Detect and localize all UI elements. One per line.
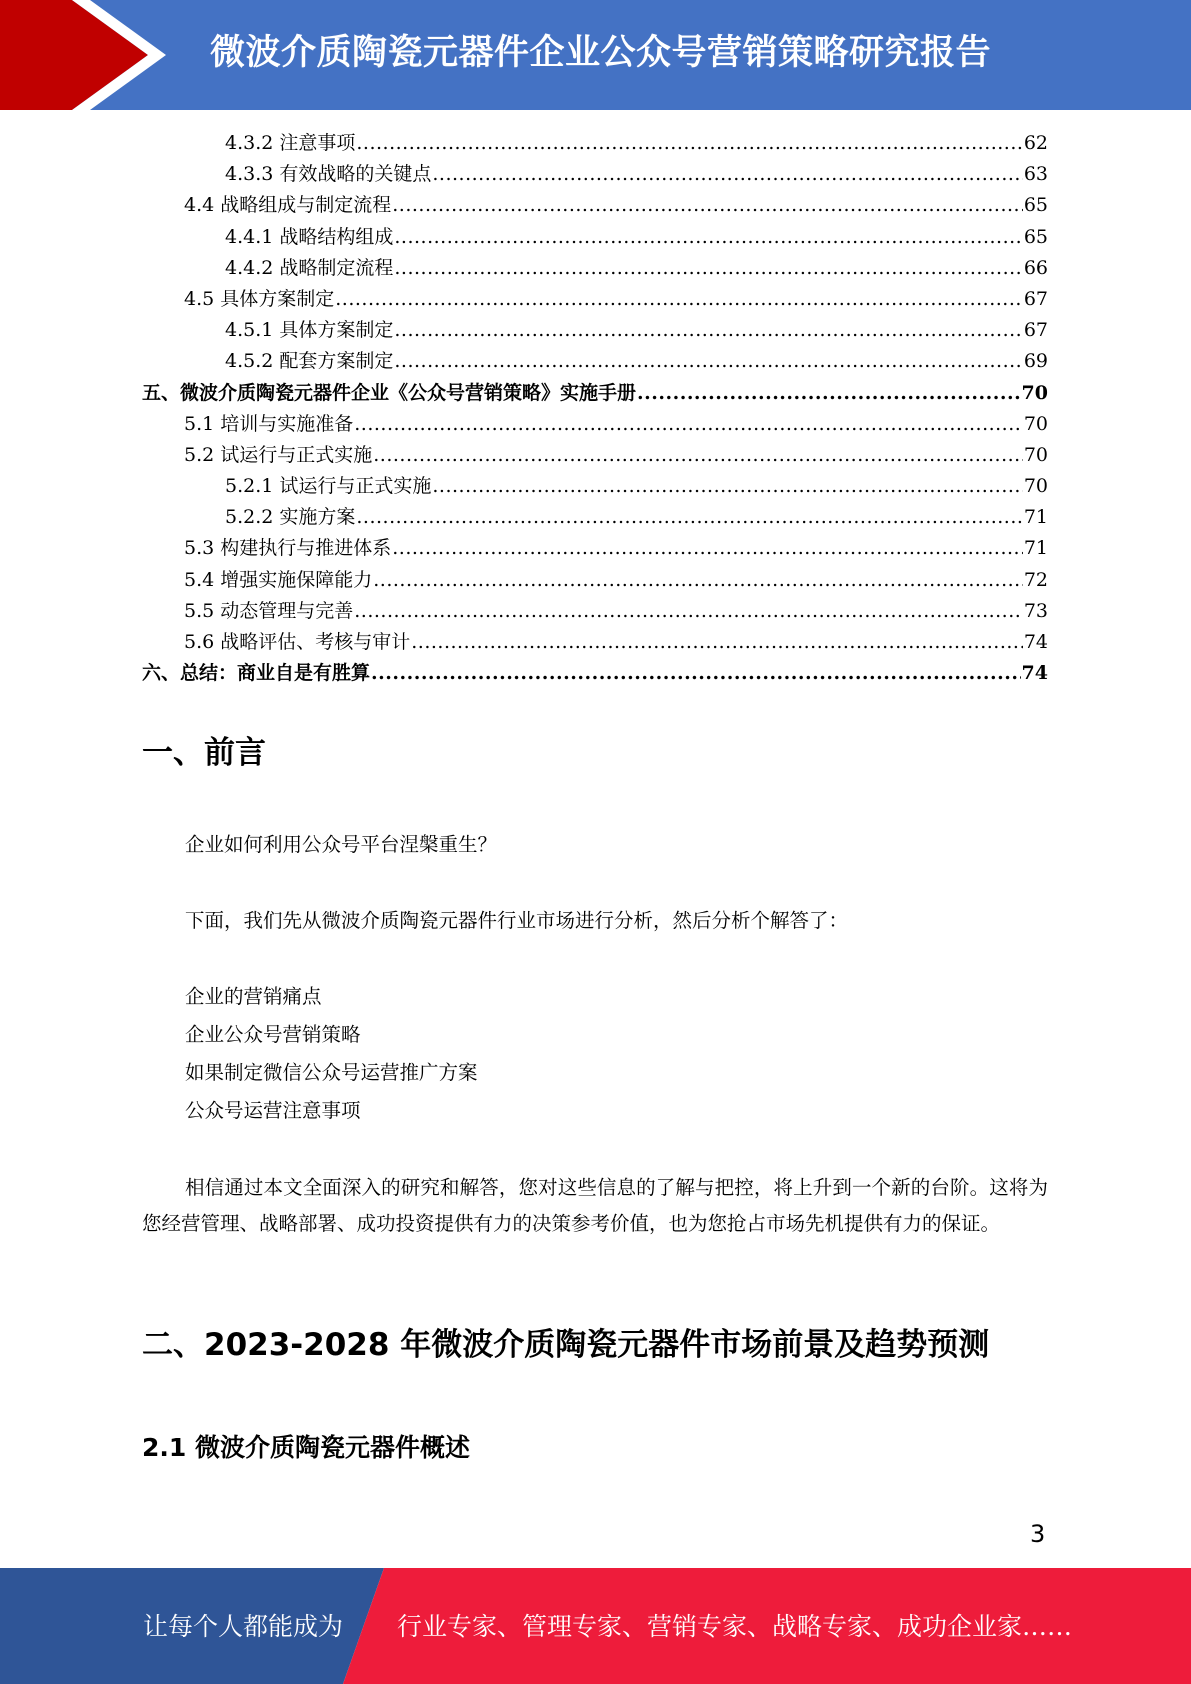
toc-entry[interactable] (142, 378, 1048, 409)
toc-dot-leader (356, 128, 1022, 159)
toc-entry[interactable] (142, 159, 1048, 190)
toc-entry-title: 六、总结：商业自是有胜算 (142, 662, 371, 685)
toc-entry-page: 65 (1023, 225, 1048, 248)
toc-entry[interactable] (142, 409, 1048, 440)
header-red-arrow (0, 0, 148, 110)
toc-dot-leader (411, 627, 1023, 658)
section-heading-preface: 一、前言 (142, 735, 266, 771)
toc-entry-page: 62 (1023, 132, 1048, 154)
preface-list-item: 公众号运营注意事项 (185, 1099, 361, 1122)
toc-entry-page: 67 (1023, 319, 1048, 342)
toc-entry-page: 69 (1023, 350, 1048, 373)
toc-entry[interactable] (142, 565, 1048, 596)
preface-paragraph: 相信通过本文全面深入的研究和解答，您对这些信息的了解与把控，将上升到一个新的台阶。这将为您经营管理、战略部署、成功投资提供有力的决策参考价值，也为您抢占市场先机提供有力的保证。 (142, 1176, 1048, 1235)
toc-entry[interactable] (142, 596, 1048, 627)
toc-entry-page: 74 (1023, 631, 1048, 653)
toc-entry-title: 5.2 试运行与正式实施 (184, 443, 373, 466)
page-number: 3 (1030, 1520, 1046, 1548)
toc-entry-title: 5.6 战略评估、考核与审计 (184, 631, 411, 653)
toc-entry[interactable] (142, 658, 1048, 689)
toc-entry-title: 5.3 构建执行与推进体系 (184, 537, 392, 560)
toc-dot-leader (392, 190, 1023, 221)
toc-entry-title: 4.4.2 战略制定流程 (225, 256, 394, 279)
footer-slogan-left: 让每个人都能成为 (143, 1612, 344, 1641)
toc-dot-leader (356, 502, 1022, 533)
toc-entry[interactable] (142, 627, 1048, 658)
toc-entry[interactable] (142, 128, 1048, 159)
toc-entry-page: 70 (1023, 443, 1048, 466)
table-of-contents (142, 128, 1048, 689)
preface-list-item: 企业的营销痛点 (185, 985, 322, 1008)
page-header (0, 0, 1191, 110)
toc-dot-leader (373, 565, 1023, 596)
toc-entry-page: 65 (1023, 194, 1048, 217)
toc-entry-page: 70 (1021, 381, 1048, 404)
toc-entry-title: 4.3.3 有效战略的关键点 (225, 163, 432, 186)
toc-dot-leader (354, 409, 1023, 440)
header-title: 微波介质陶瓷元器件企业公众号营销策略研究报告 (210, 33, 992, 73)
toc-dot-leader (392, 533, 1023, 564)
toc-entry-page: 70 (1023, 412, 1048, 435)
toc-entry-title: 4.4.1 战略结构组成 (225, 225, 394, 248)
section-heading-market-outlook: 二、2023-2028 年微波介质陶瓷元器件市场前景及趋势预测 (142, 1327, 990, 1363)
toc-entry-page: 74 (1021, 662, 1048, 685)
toc-entry-title: 五、微波介质陶瓷元器件企业《公众号营销策略》实施手册 (142, 381, 637, 404)
toc-dot-leader (394, 253, 1022, 284)
toc-entry-title: 5.2.1 试运行与正式实施 (225, 475, 432, 498)
toc-dot-leader (394, 222, 1022, 253)
toc-entry[interactable] (142, 222, 1048, 253)
toc-entry[interactable] (142, 253, 1048, 284)
toc-entry-page: 67 (1023, 287, 1048, 310)
toc-entry-page: 72 (1023, 568, 1048, 591)
toc-entry-title: 5.2.2 实施方案 (225, 506, 356, 529)
preface-list-item: 如果制定微信公众号运营推广方案 (185, 1061, 478, 1084)
toc-entry-title: 5.5 动态管理与完善 (184, 599, 354, 622)
toc-dot-leader (335, 284, 1023, 315)
toc-entry-page: 73 (1023, 599, 1048, 622)
toc-entry[interactable] (142, 190, 1048, 221)
toc-dot-leader (354, 596, 1023, 627)
page-footer (0, 1568, 1191, 1684)
preface-list-item: 企业公众号营销策略 (185, 1023, 361, 1046)
toc-entry-title: 5.4 增强实施保障能力 (184, 568, 373, 591)
footer-slogan-right: 行业专家、管理专家、营销专家、战略专家、成功企业家…… (397, 1612, 1073, 1641)
toc-dot-leader (432, 159, 1022, 190)
toc-dot-leader (394, 346, 1022, 377)
toc-entry-page: 66 (1023, 256, 1048, 279)
toc-entry-title: 4.5.2 配套方案制定 (225, 350, 394, 373)
subsection-heading-overview: 2.1 微波介质陶瓷元器件概述 (142, 1433, 470, 1462)
toc-entry-title: 4.3.2 注意事项 (225, 132, 356, 154)
toc-entry-page: 63 (1023, 163, 1048, 186)
toc-entry-page: 71 (1023, 537, 1048, 560)
toc-entry-page: 70 (1023, 475, 1048, 498)
toc-dot-leader (432, 471, 1022, 502)
toc-entry[interactable] (142, 471, 1048, 502)
toc-dot-leader (394, 315, 1022, 346)
toc-entry[interactable] (142, 315, 1048, 346)
toc-entry-title: 5.1 培训与实施准备 (184, 412, 354, 435)
preface-intro: 下面，我们先从微波介质陶瓷元器件行业市场进行分析，然后分析个解答了： (185, 909, 849, 932)
toc-entry-title: 4.4 战略组成与制定流程 (184, 194, 392, 217)
preface-question: 企业如何利用公众号平台涅槃重生？ (185, 833, 498, 856)
toc-dot-leader (371, 658, 1021, 689)
toc-dot-leader (637, 378, 1021, 409)
toc-entry[interactable] (142, 440, 1048, 471)
toc-entry[interactable] (142, 502, 1048, 533)
toc-dot-leader (373, 440, 1023, 471)
toc-entry-title: 4.5 具体方案制定 (184, 287, 335, 310)
toc-entry[interactable] (142, 284, 1048, 315)
toc-entry[interactable] (142, 346, 1048, 377)
toc-entry-title: 4.5.1 具体方案制定 (225, 319, 394, 342)
toc-entry-page: 71 (1023, 506, 1048, 529)
toc-entry[interactable] (142, 533, 1048, 564)
